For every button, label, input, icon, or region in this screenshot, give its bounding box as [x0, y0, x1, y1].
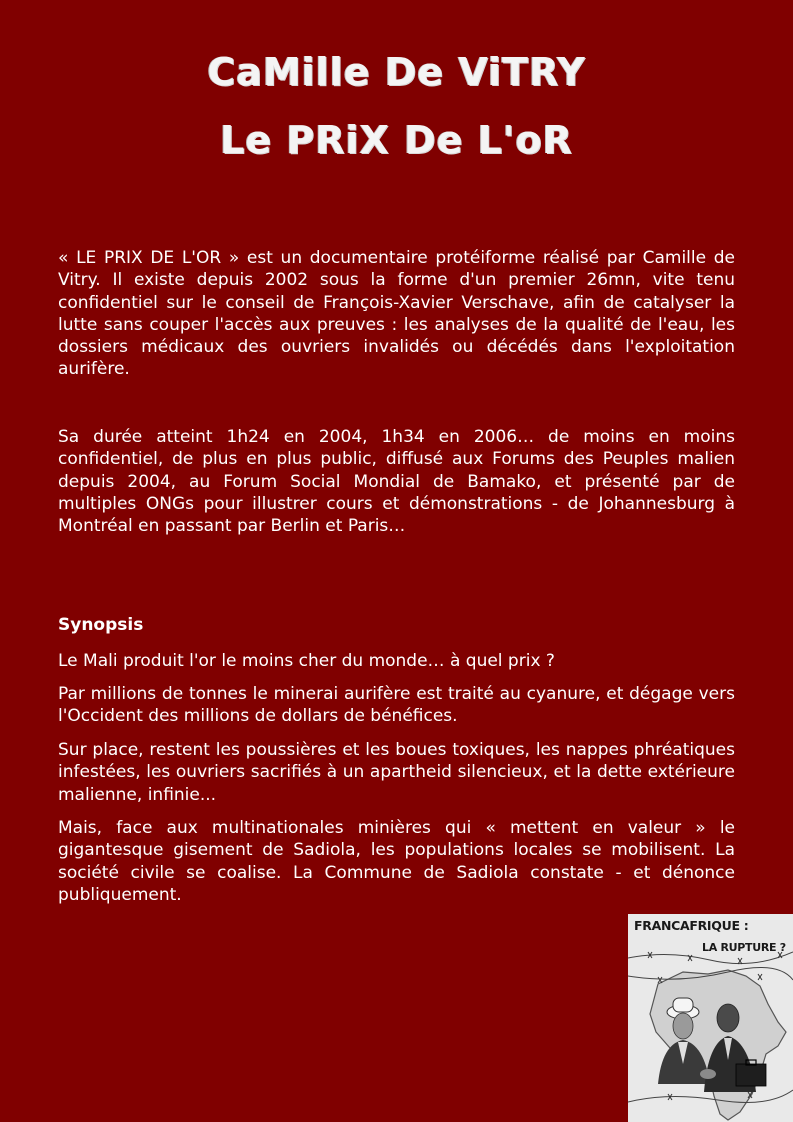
synopsis-paragraph-3: Sur place, restent les poussières et les boues toxiques, les nappes phréatiques infestées, les ouvriers sacrifiés à un apartheid silencieux, et la dette extérieure malienne, infinie... — [58, 740, 735, 805]
intro-paragraph-1 — [58, 247, 735, 381]
film-title: Le PRiX De L'oR — [220, 118, 573, 162]
intro-paragraph-2-text: Sa durée atteint 1h24 en 2004, 1h34 en 2006… de moins en moins confidentiel, de plus en plus public, diffusé aux Forums des Peuples malien depuis 2004, au Forum Social Mondial de Bamako, et présenté par de multiples ONGs pour illustrer cours et démonstrations - de Johannesburg à Montréal en passant par Berlin et Paris… — [58, 427, 735, 537]
author-title: CaMille De ViTRY — [207, 50, 586, 94]
intro-paragraph-2 — [58, 426, 735, 537]
intro-paragraph-1-text: « LE PRIX DE L'OR » est un documentaire protéiforme réalisé par Camille de Vitry. Il existe depuis 2002 sous la forme d'un premier 26mn, vite tenu confidentiel sur le conseil de François-Xavier Verschave, afin de catalyser la lutte sans couper l'accès aux preuves : les analyses de la qualité de l'eau, les dossiers médicaux des ouvriers invalidés ou décédés dans l'exploitation aurifère. — [58, 248, 735, 380]
synopsis-paragraph-2: Par millions de tonnes le minerai aurifère est traité au cyanure, et dégage vers l'Occident des millions de dollars de bénéfices. — [58, 684, 735, 727]
cover-title: FRANCAFRIQUE : — [634, 918, 749, 933]
synopsis-paragraph-1: Le Mali produit l'or le moins cher du monde… à quel prix ? — [58, 651, 555, 671]
cover-subtitle: LA RUPTURE ? — [702, 941, 786, 954]
synopsis-heading: Synopsis — [58, 615, 144, 635]
cover-image — [628, 914, 793, 1122]
synopsis-paragraph-4: Mais, face aux multinationales minières qui « mettent en valeur » le gigantesque gisement de Sadiola, les populations locales se mobilisent. La société civile se coalise. La Commune de Sadiola constate - et dénonce publiquement. — [58, 818, 735, 905]
